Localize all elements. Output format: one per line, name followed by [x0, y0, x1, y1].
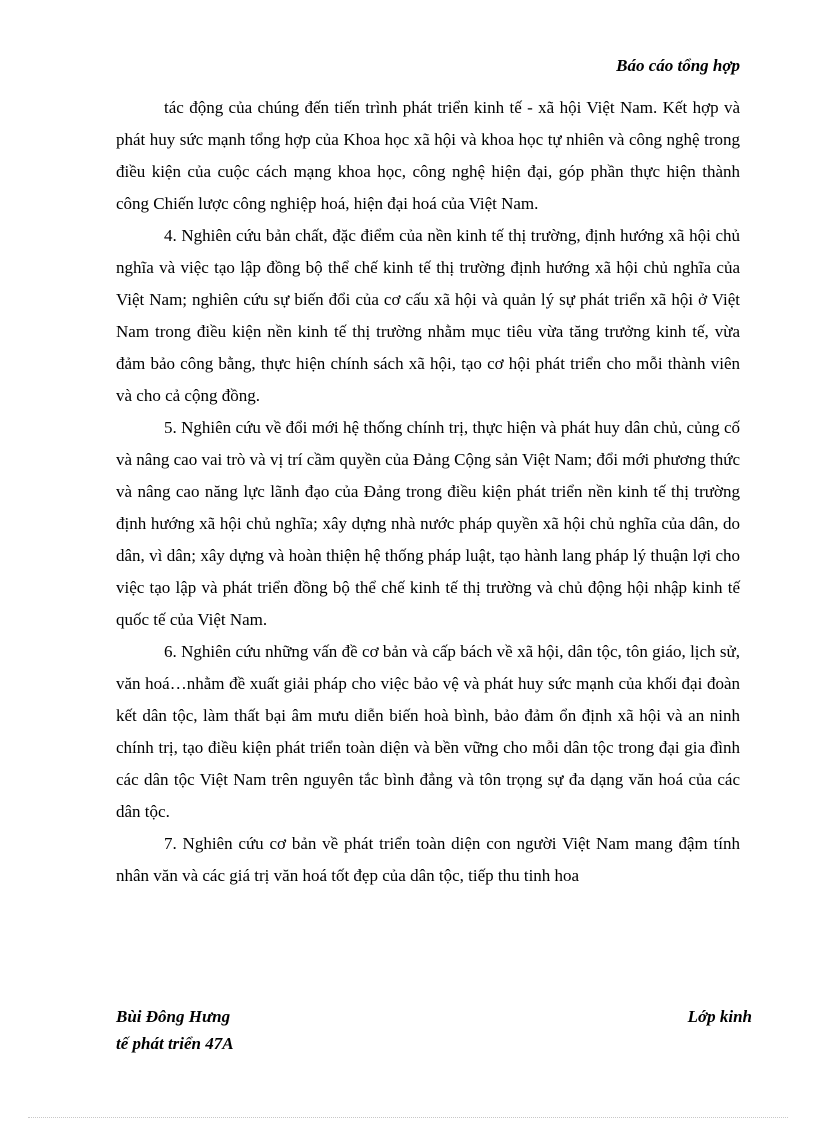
paragraph-item-4: 4. Nghiên cứu bản chất, đặc điểm của nền kinh tế thị trường, định hướng xã hội chủ nghĩa và việc tạo lập đồng bộ thể chế kinh tế thị trường định hướng xã hội chủ nghĩa của Việt Nam; nghiên cứu sự biến đổi của cơ cấu xã hội và quản lý sự phát triển xã hội ở Việt Nam trong điều kiện nền kinh tế thị trường nhằm mục tiêu vừa tăng trưởng kinh tế, vừa đảm bảo công bằng, thực hiện chính sách xã hội, tạo cơ hội phát triển cho mỗi thành viên và cho cả cộng đồng.	[116, 226, 740, 405]
paragraph-continuation: tác động của chúng đến tiến trình phát triển kinh tế - xã hội Việt Nam. Kết hợp và phát huy sức mạnh tổng hợp của Khoa học xã hội và khoa học tự nhiên và công nghệ trong điều kiện của cuộc cách mạng khoa học, công nghệ hiện đại, góp phần thực hiện thành công Chiến lược công nghiệp hoá, hiện đại hoá của Việt Nam.	[116, 98, 740, 213]
page-bottom-divider	[28, 1117, 788, 1118]
footer-author-name: Bùi Đông Hưng	[116, 1007, 231, 1026]
footer-author	[116, 1003, 234, 1057]
paragraph-item-6: 6. Nghiên cứu những vấn đề cơ bản và cấp bách về xã hội, dân tộc, tôn giáo, lịch sử, văn hoá…nhằm đề xuất giải pháp cho việc bảo vệ và phát huy sức mạnh của khối đại đoàn kết dân tộc, làm thất bại âm mưu diễn biến hoà bình, bảo đảm ổn định xã hội và an ninh chính trị, tạo điều kiện phát triển toàn diện và bền vững cho mỗi dân tộc trong đại gia đình các dân tộc Việt Nam trên nguyên tắc bình đẳng và tôn trọng sự đa dạng văn hoá của các dân tộc.	[116, 642, 740, 821]
paragraph-item-5: 5. Nghiên cứu về đổi mới hệ thống chính trị, thực hiện và phát huy dân chủ, củng cố và nâng cao vai trò và vị trí cầm quyền của Đảng Cộng sản Việt Nam; đổi mới phương thức và nâng cao năng lực lãnh đạo của Đảng trong điều kiện phát triển nền kinh tế thị trường định hướng xã hội chủ nghĩa; xây dựng nhà nước pháp quyền xã hội chủ nghĩa của dân, do dân, vì dân; xây dựng và hoàn thiện hệ thống pháp luật, tạo hành lang pháp lý thuận lợi cho việc tạo lập và phát triển đồng bộ thể chế kinh tế thị trường và chủ động hội nhập kinh tế quốc tế của Việt Nam.	[116, 418, 740, 629]
footer-class-continued: tế phát triển 47A	[116, 1034, 234, 1053]
paragraph-item-7: 7. Nghiên cứu cơ bản về phát triển toàn diện con người Việt Nam mang đậm tính nhân văn và các giá trị văn hoá tốt đẹp của dân tộc, tiếp thu tinh hoa	[116, 834, 740, 885]
footer-class: Lớp kinh	[687, 1007, 752, 1026]
body-text	[116, 92, 740, 892]
page-header-title: Báo cáo tổng hợp	[616, 56, 740, 75]
